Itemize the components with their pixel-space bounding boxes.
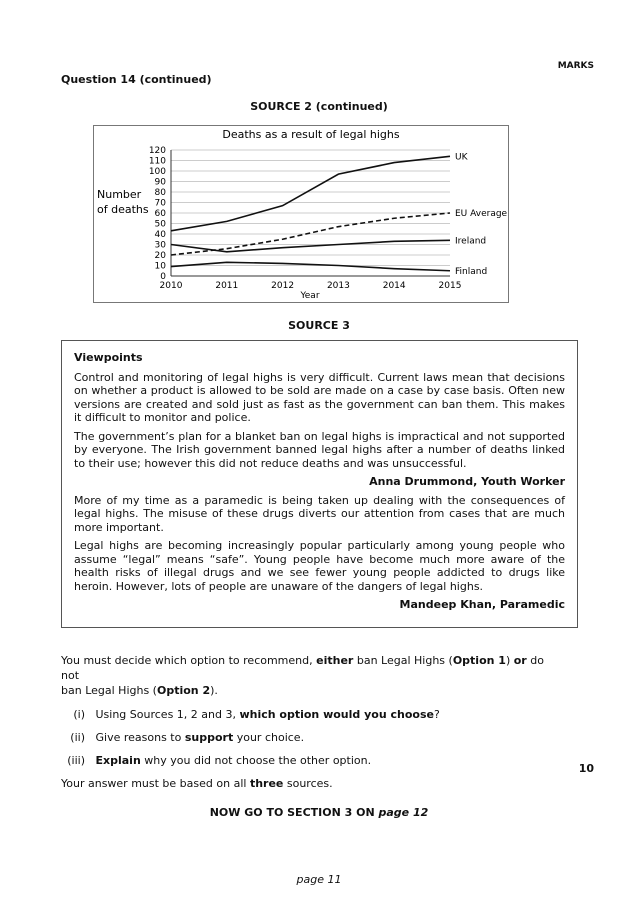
- viewpoints-title: Viewpoints: [74, 351, 143, 364]
- source3-title: SOURCE 3: [288, 319, 350, 332]
- y-axis-label-line2: of deaths: [97, 203, 149, 216]
- source2-title: SOURCE 2 (continued): [250, 100, 388, 113]
- task-item-iii: (iii) Explain why you did not choose the other option.: [67, 754, 372, 767]
- y-tick-label: 50: [154, 219, 166, 230]
- y-tick-label: 10: [154, 261, 166, 272]
- x-tick-label: 2012: [271, 281, 295, 291]
- task-intro: You must decide which option to recommend, either ban Legal Highs (Option 1) or do not ban Legal Highs (Option 2).: [61, 654, 544, 697]
- y-tick-label: 120: [148, 146, 166, 156]
- y-tick-label: 30: [154, 240, 166, 251]
- task-item-i: (i) Using Sources 1, 2 and 3, which option would you choose?: [73, 708, 440, 721]
- viewpoint-paragraph: Legal highs are becoming increasingly popular particularly among young people who assume “legal” means “safe”. Young people have become much more aware of the health risks of illegal drugs and we see fewer young people addicted to drugs like heroin. However, lots of people are unaware of the dangers of legal highs.: [74, 539, 565, 593]
- task-item-ii: (ii) Give reasons to support your choice.: [70, 731, 305, 744]
- y-tick-label: 20: [154, 251, 166, 261]
- viewpoint-paragraph: More of my time as a paramedic is being taken up dealing with the consequences of legal highs. The misuse of these drugs diverts our attention from cases that are much more important.: [74, 493, 565, 534]
- go-to-section: NOW GO TO SECTION 3 ON page 12: [209, 806, 429, 819]
- viewpoints-box: [61, 340, 578, 628]
- question-heading: Question 14 (continued): [61, 73, 212, 86]
- page-number: page 11: [296, 873, 342, 886]
- task-instructions: [61, 653, 561, 791]
- chart-frame: [93, 125, 509, 303]
- x-tick-label: 2010: [159, 281, 183, 291]
- series-line-ireland: [171, 240, 450, 252]
- marks-header: MARKS: [557, 61, 594, 71]
- x-tick-label: 2011: [215, 281, 239, 291]
- y-tick-label: 70: [154, 198, 166, 209]
- series-label: UK: [455, 152, 468, 163]
- chart-title: Deaths as a result of legal highs: [222, 128, 400, 141]
- y-tick-label: 80: [154, 188, 166, 198]
- line-chart: [94, 126, 508, 302]
- series-label: Finland: [455, 266, 488, 277]
- x-tick-label: 2014: [382, 281, 406, 291]
- y-tick-label: 60: [154, 209, 166, 219]
- y-tick-label: 100: [148, 167, 166, 177]
- task-final: Your answer must be based on all three sources.: [61, 777, 333, 790]
- marks-value: 10: [578, 762, 594, 775]
- y-tick-label: 110: [148, 156, 166, 167]
- viewpoint-paragraph: The government’s plan for a blanket ban on legal highs is impractical and not supported by everyone. The Irish government banned legal highs after a number of deaths linked to their use; however this did not reduce deaths and was unsuccessful.: [74, 429, 565, 470]
- y-axis-label-line1: Number: [97, 188, 142, 201]
- x-tick-label: 2015: [438, 281, 462, 291]
- viewpoint-paragraph: Control and monitoring of legal highs is very difficult. Current laws mean that decisions on whether a product is allowed to be sold are made on a case by case basis. Often new versions are created and sold just as fast as the government can ban them. This makes it difficult to monitor and police.: [74, 370, 565, 424]
- series-label: Ireland: [455, 236, 487, 247]
- x-axis-label: Year: [300, 291, 320, 301]
- signature-youth-worker: Anna Drummond, Youth Worker: [369, 475, 565, 488]
- series-line-finland: [171, 262, 450, 270]
- series-label: EU Average: [455, 209, 508, 219]
- y-tick-label: 0: [160, 272, 166, 282]
- x-tick-label: 2013: [326, 281, 350, 291]
- signature-paramedic: Mandeep Khan, Paramedic: [399, 598, 565, 611]
- y-tick-label: 40: [154, 230, 166, 240]
- y-tick-label: 90: [154, 177, 166, 188]
- series-line-uk: [171, 156, 450, 231]
